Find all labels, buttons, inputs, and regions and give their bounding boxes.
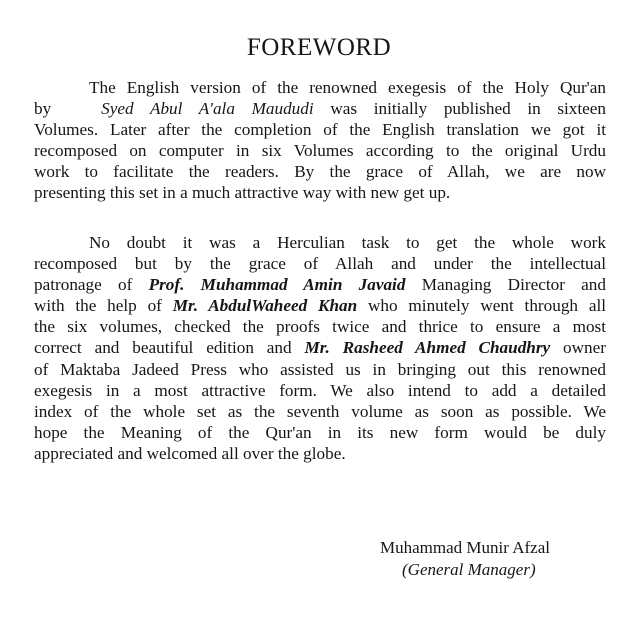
helper-name: Mr. AbdulWaheed Khan [172,296,358,316]
paragraph-1-line-4: recomposed on computer in six Volumes according to the original Urdu [34,141,606,161]
text-patronage-of: patronage of [34,275,133,295]
paragraph-2-line-10: hope the Meaning of the Qur'an in its new form would be duly [34,422,606,442]
paragraph-1-line-5: work to facilitate the readers. By the grace of Allah, we are now [34,162,606,182]
paragraph-1-line-2 [34,98,606,119]
owner-name: Mr. Rasheed Ahmed Chaudhry [304,338,551,358]
author-name: Syed Abul A'ala Maududi [101,99,314,119]
paragraph-2-line-3 [34,274,606,295]
paragraph-2-line-8: exegesis in a most attractive form. We also intend to add a detailed [34,380,606,400]
paragraph-2-line-9: index of the whole set as the seventh volume as soon as possible. We [34,401,606,421]
paragraph-1-line-3: Volumes. Later after the completion of the English translation we got it [34,120,606,140]
signature-block [380,537,620,581]
paragraph-2-line-4 [34,295,606,316]
signatory-role: (General Manager) [402,560,536,579]
paragraph-2-line-6 [34,337,606,358]
paragraph-2 [34,232,606,464]
paragraph-2-line-1: No doubt it was a Herculian task to get the whole work [89,233,606,252]
paragraph-2-line-7: of Maktaba Jadeed Press who assisted us in bringing out this renowned [34,359,606,379]
director-name: Prof. Muhammad Amin Javaid [148,275,406,295]
text-initially-published: was initially published in sixteen [330,99,607,119]
paragraph-2-line-2: recomposed but by the grace of Allah and under the intellectual [34,254,606,274]
text-with-help-of: with the help of [34,296,162,316]
paragraph-2-line-11: appreciated and welcomed all over the globe. [34,443,346,463]
paragraph-1 [34,77,606,204]
text-managing-director: Managing Director and [421,275,606,295]
page-title: FOREWORD [246,34,392,61]
paragraph-1-line-1: The English version of the renowned exegesis of the Holy Qur'an [89,78,606,97]
text-minutely-went: who minutely went through all [368,296,607,316]
signatory-name: Muhammad Munir Afzal [380,538,550,557]
paragraph-1-line-6: presenting this set in a much attractive way with new get up. [34,183,451,203]
paragraph-2-line-5: the six volumes, checked the proofs twice and thrice to ensure a most [34,317,606,337]
text-correct-edition: correct and beautiful edition and [34,338,292,358]
text-owner: owner [563,338,606,358]
text-by: by [34,99,52,119]
